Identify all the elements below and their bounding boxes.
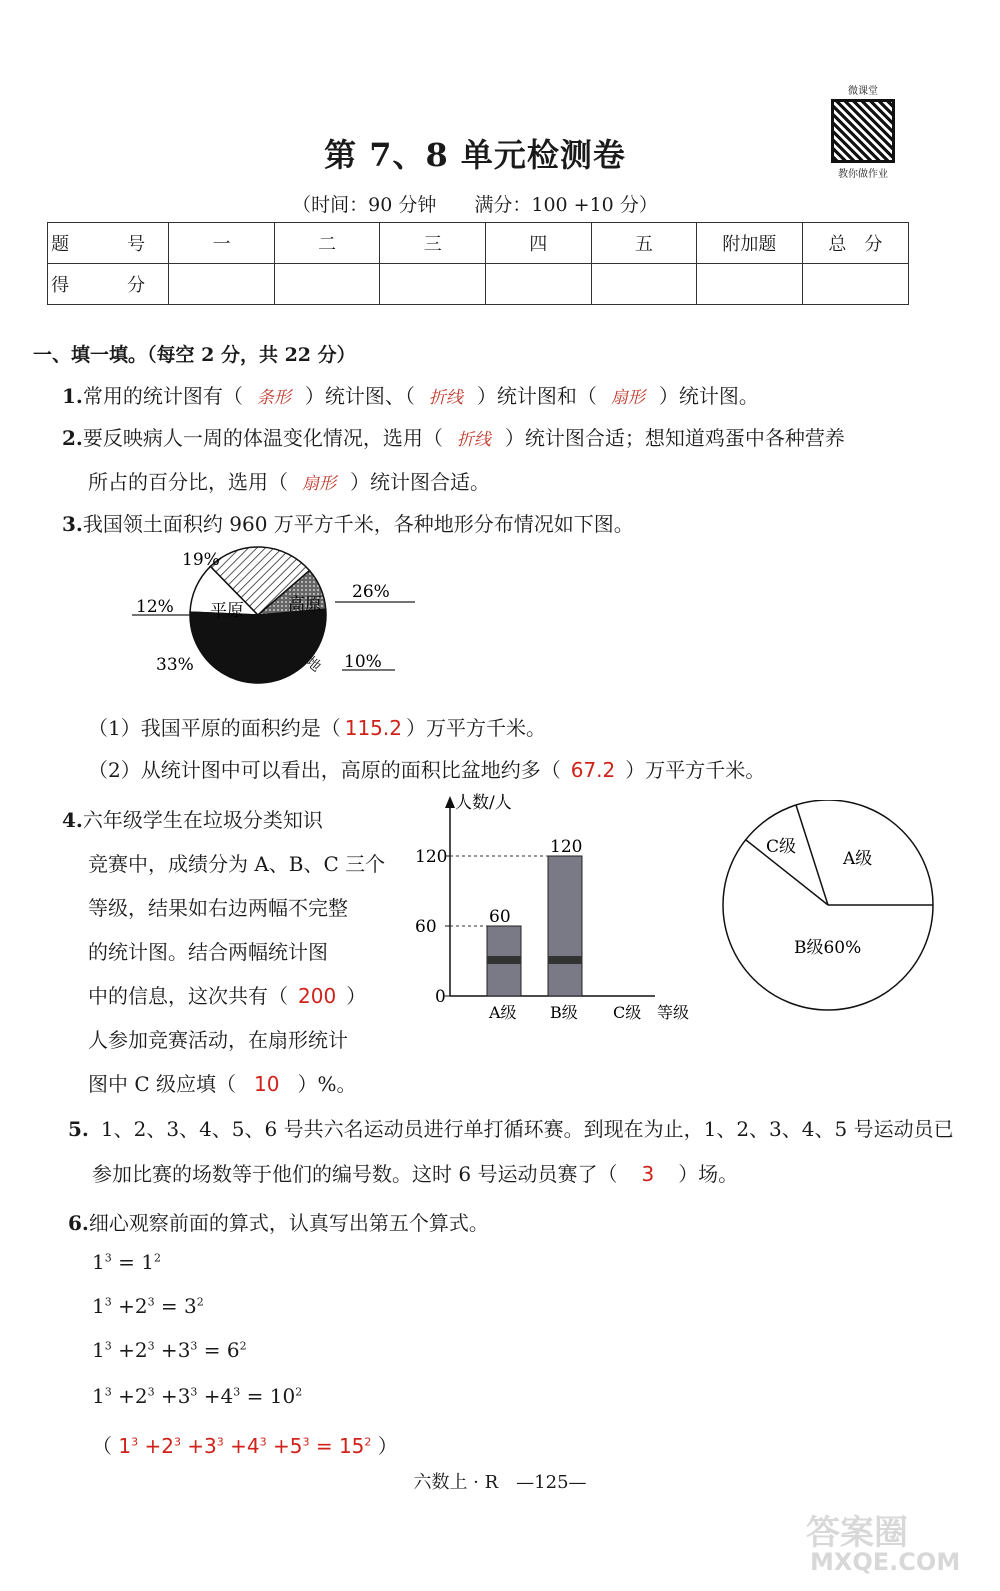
score-cell[interactable] (485, 264, 591, 305)
question-4-line: 的统计图。结合两幅统计图 (88, 940, 328, 964)
y-tick-label: 120 (415, 847, 448, 867)
equation-2: $1^3 +2^3 = 3^2$ (92, 1294, 204, 1318)
question-text: ）统计图合适；想知道鸡蛋中各种营养 (504, 426, 845, 450)
score-header-cell: 四 (485, 223, 591, 264)
question-5-line-1 (68, 1113, 954, 1142)
pie-category-label: A级 (843, 849, 873, 869)
question-text: ）万平方千米。 (625, 758, 766, 782)
answer-blank[interactable]: 折线 (456, 430, 491, 450)
pie-value-label: 10% (344, 652, 382, 672)
category-label: A级 (489, 1003, 517, 1022)
score-header-cell: 总 分 (802, 223, 908, 264)
section-title: 一、填一填。（每空 2 分，共 22 分） (33, 344, 356, 366)
y-tick-label: 60 (415, 917, 437, 937)
question-text: （1）我国平原的面积约是（ (88, 716, 341, 740)
question-text: 中的信息，这次共有（ (88, 984, 288, 1008)
question-text: ）场。 (678, 1162, 739, 1186)
answer-blank[interactable]: 折线 (428, 388, 463, 408)
bar-band (548, 956, 582, 964)
pie-value-label: 33% (156, 655, 194, 675)
watermark-logo: 答案圈 (806, 1513, 908, 1553)
question-3 (62, 508, 634, 537)
y-axis-label: 人数/人 (455, 793, 512, 813)
question-text: ）万平方千米。 (406, 716, 546, 740)
question-text: ）统计图合适。 (350, 470, 490, 494)
question-4 (62, 798, 385, 1106)
score-row-label: 得 分 (48, 264, 169, 305)
score-cell[interactable] (591, 264, 697, 305)
question-2-line-2 (88, 466, 490, 495)
question-text: ）%。 (297, 1072, 357, 1096)
qr-bottom-label: 教你做作业 (838, 169, 888, 180)
question-number: 4. (62, 808, 83, 832)
question-text: 1、2、3、4、5、6 号共六名运动员进行单打循环赛。到现在为止，1、2、3、4、5 号运动员已 (100, 1117, 954, 1141)
answer-blank[interactable]: 条形 (256, 388, 291, 408)
question-text: （2）从统计图中可以看出，高原的面积比盆地约多（ (88, 758, 561, 782)
bar-data-label: 60 (489, 907, 511, 927)
score-header-cell: 三 (380, 223, 486, 264)
page-footer: 六数上 · R —125— (413, 1472, 587, 1493)
question-3-sub-2 (88, 754, 765, 783)
pie-value-label: 19% (182, 550, 220, 570)
question-4-line: 人参加竞赛活动，在扇形统计 (88, 1028, 348, 1052)
question-4-line: 等级，结果如右边两幅不完整 (88, 896, 348, 920)
question-number: 2. (62, 426, 83, 450)
answer-blank[interactable]: 10 (254, 1072, 280, 1096)
score-cell[interactable] (380, 264, 486, 305)
pie-category-label: 高原 (288, 595, 322, 615)
pie-value-label: 26% (352, 582, 390, 602)
question-text: ）统计图。 (658, 384, 759, 408)
bar-band (487, 956, 521, 964)
question-number: 6. (68, 1211, 89, 1235)
question-text: 参加比赛的场数等于他们的编号数。这时 6 号运动员赛了（ (92, 1162, 618, 1186)
answer-blank[interactable]: 67.2 (570, 758, 616, 782)
question-text: 六年级学生在垃圾分类知识 (82, 808, 323, 832)
bar-data-label: 120 (550, 837, 583, 857)
score-header-cell: 五 (591, 223, 697, 264)
pie-category-label: 盆地 (291, 644, 324, 676)
question-1 (62, 380, 759, 409)
question-4-line: 竞赛中，成绩分为 A、B、C 三个 (88, 852, 386, 876)
pie-category-label: B级60% (794, 938, 862, 958)
question-4-line (62, 798, 385, 842)
answer-blank[interactable]: 3 (641, 1162, 655, 1186)
score-cell[interactable] (169, 264, 275, 305)
score-value-row (48, 264, 909, 305)
answer-blank[interactable]: 115.2 (344, 716, 402, 740)
bar (548, 856, 582, 996)
score-header-cell: 附加题 (697, 223, 803, 264)
grade-bar-chart (405, 790, 710, 1030)
page-title: 第 7、8 单元检测卷 (324, 136, 626, 174)
category-label: B级 (550, 1003, 578, 1022)
equation-5-answer[interactable]: （ $1^3 +2^3 +3^3 +4^3 +5^3 = 15^2$ ） (92, 1434, 398, 1458)
question-text: 细心观察前面的算式，认真写出第五个算式。 (88, 1211, 489, 1235)
question-text: 要反映病人一周的体温变化情况，选用（ (82, 426, 443, 450)
grade-pie-chart (720, 800, 940, 1020)
question-text: 常用的统计图有（ (82, 384, 243, 408)
score-header-cell: 一 (169, 223, 275, 264)
y-tick-label: 0 (435, 987, 446, 1007)
question-text: ）统计图、（ (304, 384, 415, 408)
question-number: 3. (62, 512, 83, 536)
exam-info: （时间：90 分钟 满分：100 +10 分） (292, 194, 658, 216)
question-number: 1. (62, 384, 83, 408)
question-text: 我国领土面积约 960 万平方千米，各种地形分布情况如下图。 (82, 512, 634, 536)
equation-3: $1^3 +2^3 +3^3 = 6^2$ (92, 1338, 247, 1362)
score-header-cell: 题 号 (48, 223, 169, 264)
qr-top-label: 微课堂 (848, 86, 878, 97)
terrain-pie-chart (120, 540, 430, 700)
answer-blank[interactable]: 扇形 (610, 388, 645, 408)
score-header-cell: 二 (274, 223, 380, 264)
bars-group (415, 837, 582, 1022)
question-2-line-1 (62, 422, 845, 451)
answer-blank[interactable]: 200 (298, 984, 337, 1008)
pie-category-label: 平原 (210, 601, 244, 621)
score-cell[interactable] (274, 264, 380, 305)
question-3-sub-1 (88, 712, 546, 741)
question-4-line (62, 1062, 385, 1106)
x-axis-label: 等级 (657, 1003, 690, 1022)
score-table (47, 222, 909, 305)
question-text: ） (346, 984, 367, 1008)
score-cell[interactable] (697, 264, 803, 305)
pie-category-label: C级 (766, 837, 797, 857)
question-text: 所占的百分比，选用（ (88, 470, 288, 494)
question-text: 图中 C 级应填（ (88, 1072, 237, 1096)
pie-value-label: 12% (136, 597, 174, 617)
category-label: C级 (613, 1003, 642, 1022)
answer-blank[interactable]: 扇形 (302, 474, 336, 494)
question-4-line (62, 974, 385, 1018)
score-header-row (48, 223, 909, 264)
y-axis-arrow-icon (445, 796, 455, 808)
question-number: 5. (68, 1117, 89, 1141)
question-6 (68, 1207, 489, 1236)
equation-1: $1^3 = 1^2$ (92, 1250, 161, 1274)
score-cell[interactable] (802, 264, 908, 305)
question-text: ）统计图和（ (476, 384, 597, 408)
equation-4: $1^3 +2^3 +3^3 +4^3 = 10^2$ (92, 1384, 303, 1408)
watermark-url: MXQE.COM (810, 1548, 961, 1576)
question-5-line-2 (92, 1158, 738, 1187)
answer-equation: $1^3 +2^3 +3^3 +4^3 +5^3 = 15^2$ (118, 1434, 372, 1458)
